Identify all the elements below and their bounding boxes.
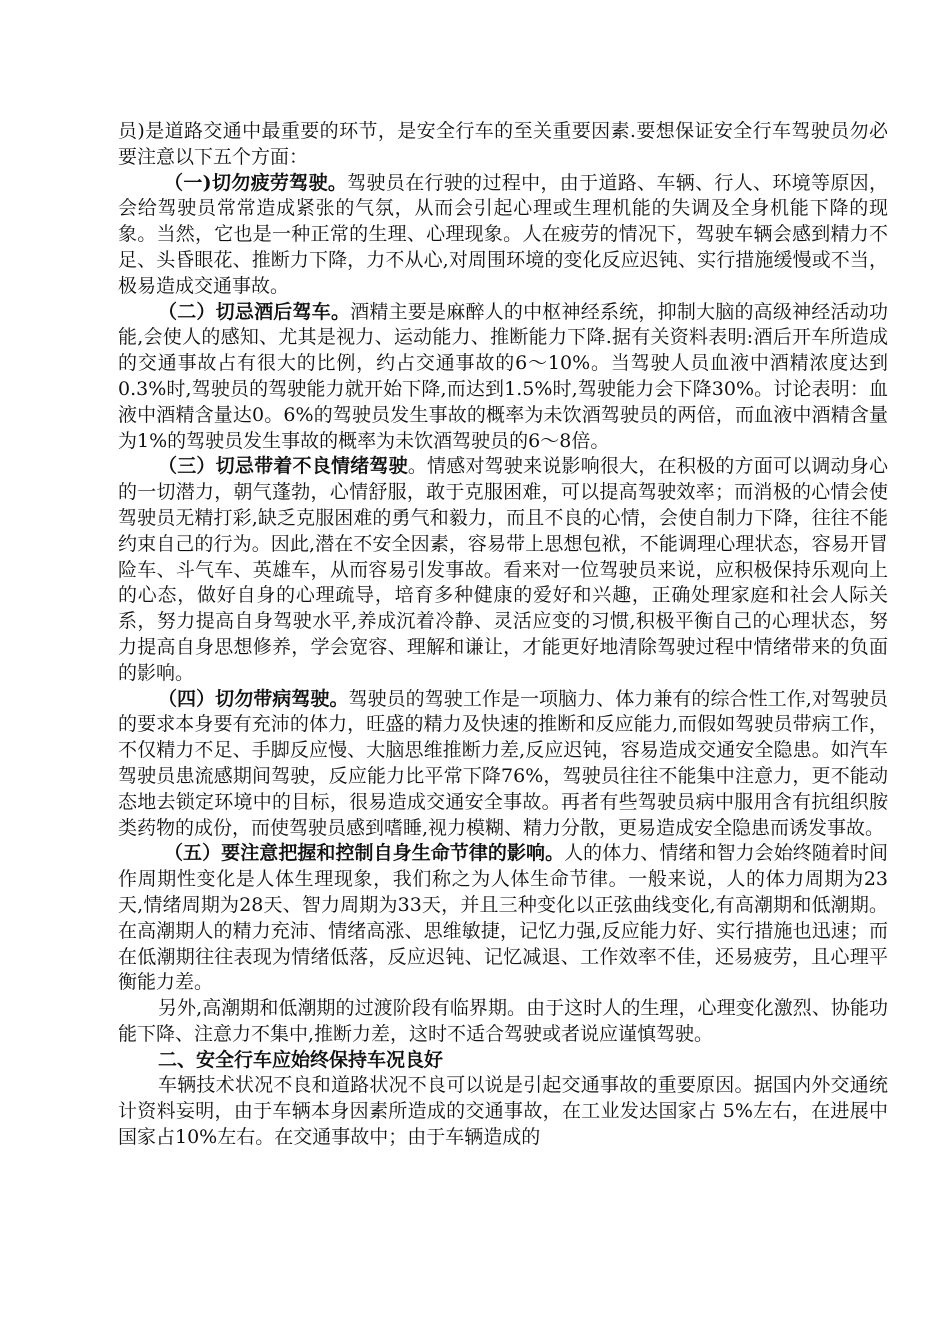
paragraph-text: 另外,高潮期和低潮期的过渡阶段有临界期。由于这时人的生理，心理变化激烈、协能功能下降、注意力不集中,推断力差，这时不适合驾驶或者说应谨慎驾驶。 — [118, 997, 888, 1045]
paragraph-text: 人的体力、情绪和智力会始终随着时间作周期性变化是人体生理现象，我们称之为人体生命节律。一般来说，人的体力周期为23天,情绪周期为28天、智力周期为33天，并且三种变化以正弦曲线变化,有高潮期和低潮期。在高潮期人的精力充沛、情绪高涨、思维敏捷，记忆力强,反应能力好、实行措施也迅速；而在低潮期往往表现为情绪低落，反应迟钝、记忆减退、工作效率不佳，还易疲劳，且心理平衡能力差。 — [118, 842, 888, 994]
paragraph-lead: （一)切勿疲劳驾驶。 — [164, 171, 348, 194]
paragraph-text: 车辆技术状况不良和道路状况不良可以说是引起交通事故的重要原因。据国内外交通统计资料妄明，由于车辆本身因素所造成的交通事故，在工业发达国家占 5%左右，在进展中国家占10%左右。在交通事故中；由于车辆造成的 — [118, 1074, 888, 1149]
document-page — [118, 119, 888, 1151]
paragraph-text: 驾驶员在行驶的过程中，由于道路、车辆、行人、环境等原因，会给驾驶员常常造成紧张的气氛，从而会引起心理或生理机能的失调及全身机能下降的现象。当然，它也是一种正常的生理、心理现象。人在疲劳的情况下，驾驶车辆会感到精力不足、头昏眼花、推断力下降，力不从心,对周围环境的变化反应迟钝、实行措施缓慢或不当，极易造成交通事故。 — [118, 171, 888, 297]
paragraph-lead: （四）切勿带病驾驶。 — [158, 687, 349, 710]
paragraph-intro — [118, 119, 888, 171]
paragraph-lead: （三）切忌带着不良情绪驾驶 — [158, 455, 408, 478]
paragraph-text: 。情感对驾驶来说影响很大，在积极的方面可以调动身心的一切潜力，朝气蓬勃，心情舒服，敢于克服困难，可以提高驾驶效率；而消极的心情会使驾驶员无精打彩,缺乏克服困难的勇气和毅力，而且不良的心情，会使自制力下降，往往不能约束自己的行为。因此,潜在不安全因素，容易带上思想包袱，不能调理心理状态，容易开冒险车、斗气车、英雄车，从而容易引发事故。看来对一位驾驶员来说，应积极保持乐观向上的心态，做好自身的心理疏导，培育多种健康的爱好和兴趣，正确处理家庭和社会人际关系，努力提高自身驾驶水平,养成沉着冷静、灵活应变的习惯,积极平衡自己的心理状态，努力提高自身思想修养，学会宽容、理解和谦让，才能更好地清除驾驶过程中情绪带来的负面的影响。 — [118, 455, 888, 684]
paragraph-item-3 — [118, 454, 888, 686]
paragraph-text: 酒精主要是麻醉人的中枢神经系统，抑制大脑的高级神经活动功能,会使人的感知、尤其是视力、运动能力、推断能力下降.据有关资料表明:酒后开车所造成的交通事故占有很大的比例，约占交通事故的6～10%。当驾驶人员血液中酒精浓度达到0.3%时,驾驶员的驾驶能力就开始下降,而达到1.5%时,驾驶能力会下降30%。讨论表明：血液中酒精含量达0。6%的驾驶员发生事故的概率为未饮酒驾驶员的两倍，而血液中酒精含量为1%的驾驶员发生事故的概率为未饮酒驾驶员的6～8倍。 — [118, 300, 888, 452]
paragraph-item-1 — [118, 171, 888, 300]
paragraph-text: 驾驶员的驾驶工作是一项脑力、体力兼有的综合性工作,对驾驶员的要求本身要有充沛的体力，旺盛的精力及快速的推断和反应能力,而假如驾驶员带病工作，不仅精力不足、手脚反应慢、大脑思维推断力差,反应迟钝，容易造成交通安全隐患。如汽车驾驶员患流感期间驾驶，反应能力比平常下降76%，驾驶员往往不能集中注意力，更不能动态地去锁定环境中的目标，很易造成交通安全事故。再者有些驾驶员病中服用含有抗组织胺类药物的成份，而使驾驶员感到嗜睡,视力模糊、精力分散，更易造成安全隐患而诱发事故。 — [118, 687, 888, 839]
paragraph-item-4 — [118, 687, 888, 842]
paragraph-lead: （五）要注意把握和控制自身生命节律的影响。 — [164, 842, 565, 865]
paragraph-text: 员)是道路交通中最重要的环节，是安全行车的至关重要因素.要想保证安全行车驾驶员勿必要注意以下五个方面： — [118, 120, 888, 168]
section-heading: 二、安全行车应始终保持车况良好 — [158, 1048, 444, 1071]
paragraph-item-2 — [118, 300, 888, 455]
section-paragraph — [118, 1073, 888, 1150]
paragraph-extra — [118, 996, 888, 1048]
paragraph-lead: （二）切忌酒后驾车。 — [158, 300, 351, 323]
paragraph-item-5 — [118, 841, 888, 996]
